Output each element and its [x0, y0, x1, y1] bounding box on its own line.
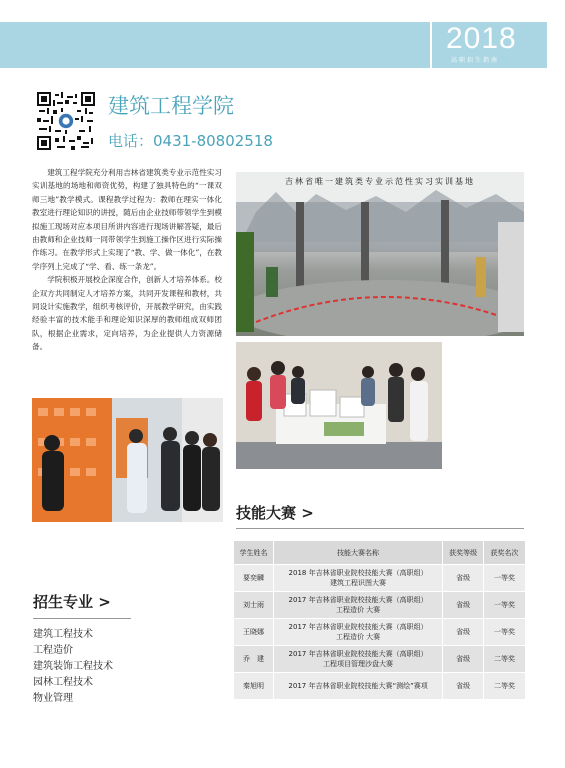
column-header: 技能大赛名称	[273, 541, 442, 565]
team-photo	[236, 342, 442, 469]
award-level: 省级	[443, 646, 484, 673]
phone-number: 电话：0431-80802518	[108, 132, 273, 150]
year-label: 2018	[446, 22, 517, 55]
photo-caption: 吉林省唯一建筑类专业示范性实习实训基地	[285, 177, 475, 186]
award-level: 省级	[443, 565, 484, 592]
contest-line: 2017 年吉林省职业院校技能大赛（高职组）	[288, 596, 428, 604]
training-base-photo	[236, 172, 524, 336]
skills-divider	[236, 528, 524, 529]
table-row	[234, 673, 526, 700]
contest-line: 2017 年吉林省职业院校技能大赛（高职组）	[288, 650, 428, 658]
student-name: 秦旭明	[234, 673, 274, 700]
intro-paragraph: 建筑工程学院充分利用吉林省建筑类专业示范性实习实训基地的场地和师资优势，构建了独具特色的“一课双师三地”教学模式。课程教学过程为：教师在理实一体化教室进行理论知识的讲授，随后由企业技师带领学生到模拟施工现场对应本项目所讲内容进行现场讲解答疑，最后由教师和企业技师一同带领学生到施工操作区进行实际操作练习。在教学形式上实现了“教、学、做一体化”，在教学序列上完成了“学、看、练一条龙”。	[32, 168, 223, 271]
intro-paragraph: 学院积极开展校企深度合作，创新人才培养体系。校企双方共同制定人才培养方案，共同开发课程和教材，共同设计实施教学，组织考核评价，开展教学研究，由实践经验丰富的技术能手和理论知识深厚的教师组成双师团队，根据企业需求，定向培养，为企业提供人力资源储备。	[32, 275, 222, 352]
contest-line: 建筑工程识图大赛	[330, 579, 387, 587]
majors-heading: 招生专业 >	[33, 593, 111, 611]
column-header: 获奖等级	[443, 541, 484, 565]
contest-line: 2017 年吉林省职业院校技能大赛（高职组）	[288, 623, 428, 631]
award-level: 省级	[443, 673, 484, 700]
contest-name	[273, 565, 442, 592]
contest-line: 2017 年吉林省职业院校技能大赛“测绘”赛项	[288, 682, 428, 690]
contest-line: 工程造价 大赛	[335, 606, 381, 614]
table-header-row	[234, 541, 526, 565]
table-row	[234, 592, 526, 619]
list-item: 园林工程技术	[33, 677, 93, 688]
student-name: 刘士雨	[234, 592, 274, 619]
contest-name	[273, 646, 442, 673]
student-name: 王晓娜	[234, 619, 274, 646]
column-header: 学生姓名	[234, 541, 274, 565]
student-name: 要奕麟	[234, 565, 274, 592]
college-name: 建筑工程学院	[108, 94, 234, 118]
table-row	[234, 619, 526, 646]
list-item: 建筑装饰工程技术	[33, 661, 113, 672]
list-item: 物业管理	[33, 693, 73, 704]
intro-text	[32, 166, 222, 354]
list-item: 工程造价	[33, 645, 73, 656]
majors-divider	[33, 618, 131, 619]
table-row	[234, 646, 526, 673]
lab-photo	[32, 398, 223, 522]
contest-name	[273, 673, 442, 700]
qr-code	[37, 92, 95, 150]
student-name: 乔 建	[234, 646, 274, 673]
skills-heading: 技能大赛 >	[236, 504, 314, 522]
contest-line: 工程项目管理沙盘大赛	[323, 660, 394, 668]
award-rank: 二等奖	[484, 673, 526, 700]
award-rank: 一等奖	[484, 592, 526, 619]
award-rank: 一等奖	[484, 619, 526, 646]
contest-line: 2018 年吉林省职业院校技能大赛（高职组）	[288, 569, 428, 577]
list-item: 建筑工程技术	[33, 629, 93, 640]
awards-table	[233, 540, 526, 700]
column-header: 获奖名次	[484, 541, 526, 565]
contest-line: 工程造价 大赛	[335, 633, 381, 641]
guide-subtitle: 高职招生指南	[451, 57, 500, 64]
award-rank: 二等奖	[484, 646, 526, 673]
award-level: 省级	[443, 592, 484, 619]
header-band	[0, 22, 430, 68]
contest-name	[273, 592, 442, 619]
contest-name	[273, 619, 442, 646]
table-row	[234, 565, 526, 592]
award-level: 省级	[443, 619, 484, 646]
majors-list	[33, 627, 113, 707]
award-rank: 一等奖	[484, 565, 526, 592]
